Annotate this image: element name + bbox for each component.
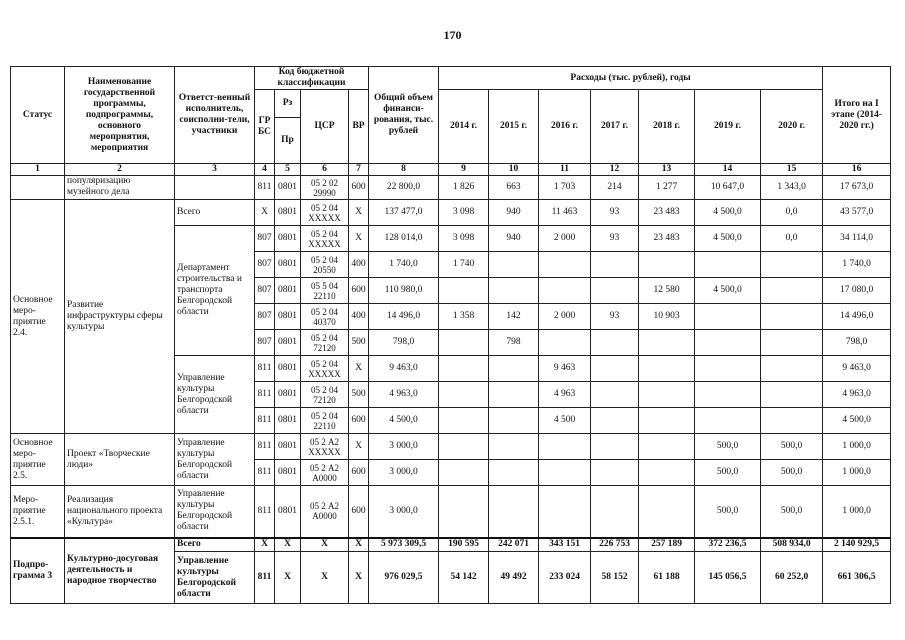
year-cell [489, 356, 539, 382]
grbs-cell: 811 [255, 408, 275, 434]
row-name: популяризацию музейного дела [65, 176, 175, 200]
csr-cell: 05 5 04 22110 [301, 278, 349, 304]
grbs-cell: 811 [255, 382, 275, 408]
year-cell [591, 408, 639, 434]
header-expenses: Расходы (тыс. рублей), годы [439, 67, 823, 90]
csr-cell: 05 2 04 72120 [301, 382, 349, 408]
sum-cell: 4 500,0 [823, 408, 891, 434]
vr-cell: 500 [349, 330, 369, 356]
csr-cell: 05 2 04 ХХХХХ [301, 200, 349, 226]
vr-cell: Х [349, 356, 369, 382]
column-number: 1 [11, 164, 65, 176]
sum-cell: 798,0 [823, 330, 891, 356]
row-status: Основное меро-приятие 2.5. [11, 434, 65, 486]
year-cell [761, 252, 823, 278]
row-status: Меро-приятие 2.5.1. [11, 486, 65, 538]
sum-cell: 9 463,0 [823, 356, 891, 382]
year-cell: 226 753 [591, 538, 639, 552]
year-cell: 4 500,0 [695, 226, 761, 252]
total-cell: 3 000,0 [369, 434, 439, 460]
year-cell [539, 252, 591, 278]
year-cell [539, 278, 591, 304]
row-name: Реализация национального проекта «Культура» [65, 486, 175, 538]
year-cell [439, 486, 489, 538]
year-cell: 4 500 [539, 408, 591, 434]
grbs-cell: 807 [255, 226, 275, 252]
total-cell: 110 980,0 [369, 278, 439, 304]
year-cell: 1 343,0 [761, 176, 823, 200]
year-cell: 1 358 [439, 304, 489, 330]
year-cell: 257 189 [639, 538, 695, 552]
year-cell [695, 382, 761, 408]
year-cell: 500,0 [761, 434, 823, 460]
column-number: 9 [439, 164, 489, 176]
executor-cell: Управление культуры Белгородской области [175, 356, 255, 434]
row-name: Развитие инфраструктуры сферы культуры [65, 200, 175, 434]
header-year: 2018 г. [639, 90, 695, 164]
table-row [11, 200, 891, 226]
sum-cell: 2 140 929,5 [823, 538, 891, 552]
year-cell [591, 356, 639, 382]
column-number: 6 [301, 164, 349, 176]
column-number: 5 [275, 164, 301, 176]
year-cell [761, 356, 823, 382]
year-cell: 508 934,0 [761, 538, 823, 552]
year-cell: 233 024 [539, 552, 591, 604]
rzpr-cell: 0801 [275, 486, 301, 538]
sum-cell: 1 000,0 [823, 460, 891, 486]
vr-cell: Х [349, 552, 369, 604]
year-cell [639, 356, 695, 382]
year-cell [489, 434, 539, 460]
year-cell: 0,0 [761, 226, 823, 252]
header-year: 2015 г. [489, 90, 539, 164]
column-number: 11 [539, 164, 591, 176]
table-row [11, 486, 891, 538]
sum-cell: 4 963,0 [823, 382, 891, 408]
vr-cell: Х [349, 200, 369, 226]
sum-cell: 14 496,0 [823, 304, 891, 330]
grbs-cell: 811 [255, 486, 275, 538]
year-cell: 23 483 [639, 200, 695, 226]
grbs-cell: 811 [255, 356, 275, 382]
total-cell: 128 014,0 [369, 226, 439, 252]
year-cell: 663 [489, 176, 539, 200]
total-cell: 14 496,0 [369, 304, 439, 330]
row-name: Культурно-досуговая деятельность и народное творчество [65, 538, 175, 604]
vr-cell: 600 [349, 460, 369, 486]
sum-cell: 1 000,0 [823, 434, 891, 460]
year-cell [489, 382, 539, 408]
year-cell [695, 356, 761, 382]
year-cell [439, 434, 489, 460]
year-cell: 242 071 [489, 538, 539, 552]
grbs-cell: 811 [255, 552, 275, 604]
year-cell [489, 408, 539, 434]
year-cell: 4 963 [539, 382, 591, 408]
header-year: 2016 г. [539, 90, 591, 164]
rzpr-cell: 0801 [275, 278, 301, 304]
year-cell: 500,0 [761, 460, 823, 486]
header-executor: Ответст-венный исполнитель, соисполни-тели, участники [175, 67, 255, 164]
year-cell: 142 [489, 304, 539, 330]
rzpr-cell: 0801 [275, 356, 301, 382]
year-cell: 23 483 [639, 226, 695, 252]
header-grbs: ГР БС [255, 90, 275, 164]
csr-cell: 05 2 04 40370 [301, 304, 349, 330]
year-cell: 1 826 [439, 176, 489, 200]
year-cell [639, 382, 695, 408]
year-cell [539, 460, 591, 486]
rzpr-cell: Х [275, 552, 301, 604]
total-cell: 798,0 [369, 330, 439, 356]
header-budget-code: Код бюджетной классификации [255, 67, 369, 90]
csr-cell: 05 2 А2 ХХХХХ [301, 434, 349, 460]
csr-cell: 05 2 А2 А0000 [301, 486, 349, 538]
header-year: 2017 г. [591, 90, 639, 164]
year-cell: 11 463 [539, 200, 591, 226]
column-number: 2 [65, 164, 175, 176]
column-numbers-row [11, 164, 891, 176]
year-cell: 49 492 [489, 552, 539, 604]
grbs-cell: 807 [255, 304, 275, 330]
rzpr-cell: 0801 [275, 330, 301, 356]
sum-cell: 17 673,0 [823, 176, 891, 200]
table-row [11, 434, 891, 460]
total-cell: 3 000,0 [369, 460, 439, 486]
year-cell [591, 434, 639, 460]
year-cell [439, 330, 489, 356]
column-number: 8 [369, 164, 439, 176]
year-cell [489, 252, 539, 278]
row-status: Подпро-грамма 3 [11, 538, 65, 604]
year-cell [761, 330, 823, 356]
header-year: 2014 г. [439, 90, 489, 164]
year-cell: 60 252,0 [761, 552, 823, 604]
executor-cell: Управление культуры Белгородской области [175, 486, 255, 538]
year-cell: 500,0 [695, 460, 761, 486]
header-pr: Пр [275, 118, 301, 164]
budget-table [10, 66, 891, 604]
total-cell: 22 800,0 [369, 176, 439, 200]
header-stage-total: Итого на I этапе (2014-2020 гг.) [823, 67, 891, 164]
year-cell [695, 252, 761, 278]
page-number: 170 [443, 28, 462, 42]
column-number: 4 [255, 164, 275, 176]
sum-cell: 1 000,0 [823, 486, 891, 538]
year-cell: 9 463 [539, 356, 591, 382]
sum-cell: 17 080,0 [823, 278, 891, 304]
year-cell [539, 486, 591, 538]
executor-cell: Департамент строительства и транспорта Белгородской области [175, 226, 255, 356]
grbs-cell: 807 [255, 252, 275, 278]
executor-cell: Всего [175, 200, 255, 226]
year-cell: 500,0 [761, 486, 823, 538]
year-cell [489, 460, 539, 486]
year-cell [539, 330, 591, 356]
year-cell: 1 277 [639, 176, 695, 200]
header-total-volume: Общий объем финанси-рования, тыс. рублей [369, 67, 439, 164]
rzpr-cell: 0801 [275, 382, 301, 408]
year-cell [591, 252, 639, 278]
sum-cell: 661 306,5 [823, 552, 891, 604]
header-year: 2020 г. [761, 90, 823, 164]
year-cell [761, 382, 823, 408]
executor-cell: Управление культуры Белгородской области [175, 434, 255, 486]
executor-cell: Управление культуры Белгородской области [175, 552, 255, 604]
total-cell: 137 477,0 [369, 200, 439, 226]
csr-cell: 05 2 04 ХХХХХ [301, 226, 349, 252]
year-cell [639, 486, 695, 538]
vr-cell: 400 [349, 304, 369, 330]
grbs-cell: 811 [255, 460, 275, 486]
column-number: 12 [591, 164, 639, 176]
year-cell [591, 382, 639, 408]
grbs-cell: Х [255, 538, 275, 552]
row-status: Основное меро-приятие 2.4. [11, 200, 65, 434]
csr-cell: 05 2 04 ХХХХХ [301, 356, 349, 382]
year-cell [439, 382, 489, 408]
csr-cell: 05 2 04 22110 [301, 408, 349, 434]
year-cell [591, 330, 639, 356]
year-cell [439, 408, 489, 434]
year-cell: 93 [591, 304, 639, 330]
vr-cell: 600 [349, 408, 369, 434]
year-cell: 940 [489, 200, 539, 226]
executor-cell: Всего [175, 538, 255, 552]
rzpr-cell: 0801 [275, 252, 301, 278]
year-cell: 4 500,0 [695, 278, 761, 304]
year-cell: 372 236,5 [695, 538, 761, 552]
year-cell: 10 647,0 [695, 176, 761, 200]
year-cell [591, 486, 639, 538]
vr-cell: 500 [349, 382, 369, 408]
year-cell: 2 000 [539, 226, 591, 252]
vr-cell: Х [349, 538, 369, 552]
rzpr-cell: 0801 [275, 434, 301, 460]
year-cell [639, 434, 695, 460]
total-cell: 4 963,0 [369, 382, 439, 408]
year-cell: 3 098 [439, 200, 489, 226]
column-number: 16 [823, 164, 891, 176]
year-cell: 54 142 [439, 552, 489, 604]
year-cell [439, 460, 489, 486]
year-cell [489, 278, 539, 304]
row-name: Проект «Творческие люди» [65, 434, 175, 486]
sum-cell: 43 577,0 [823, 200, 891, 226]
grbs-cell: 811 [255, 176, 275, 200]
year-cell [761, 408, 823, 434]
csr-cell: 05 2 А2 А0000 [301, 460, 349, 486]
rzpr-cell: 0801 [275, 200, 301, 226]
year-cell: 0,0 [761, 200, 823, 226]
column-number: 15 [761, 164, 823, 176]
year-cell: 93 [591, 200, 639, 226]
year-cell: 93 [591, 226, 639, 252]
year-cell [639, 252, 695, 278]
year-cell [761, 278, 823, 304]
rzpr-cell: Х [275, 538, 301, 552]
vr-cell: 400 [349, 252, 369, 278]
year-cell [695, 304, 761, 330]
year-cell [639, 330, 695, 356]
rzpr-cell: 0801 [275, 304, 301, 330]
year-cell [539, 434, 591, 460]
header-vr: ВР [349, 90, 369, 164]
year-cell: 2 000 [539, 304, 591, 330]
vr-cell: 600 [349, 278, 369, 304]
year-cell: 343 151 [539, 538, 591, 552]
year-cell: 214 [591, 176, 639, 200]
rzpr-cell: 0801 [275, 176, 301, 200]
vr-cell: 600 [349, 486, 369, 538]
year-cell [489, 486, 539, 538]
year-cell: 3 098 [439, 226, 489, 252]
year-cell [695, 408, 761, 434]
header-status: Статус [11, 67, 65, 164]
rzpr-cell: 0801 [275, 408, 301, 434]
year-cell: 500,0 [695, 486, 761, 538]
year-cell [439, 356, 489, 382]
table-row [11, 538, 891, 552]
total-cell: 5 973 309,5 [369, 538, 439, 552]
column-number: 14 [695, 164, 761, 176]
year-cell: 1 703 [539, 176, 591, 200]
csr-cell: 05 2 04 20550 [301, 252, 349, 278]
total-cell: 9 463,0 [369, 356, 439, 382]
year-cell: 145 056,5 [695, 552, 761, 604]
grbs-cell: 807 [255, 278, 275, 304]
total-cell: 1 740,0 [369, 252, 439, 278]
year-cell [439, 278, 489, 304]
year-cell: 4 500,0 [695, 200, 761, 226]
header-csr: ЦСР [301, 90, 349, 164]
column-number: 3 [175, 164, 255, 176]
grbs-cell: Х [255, 200, 275, 226]
rzpr-cell: 0801 [275, 460, 301, 486]
csr-cell: Х [301, 538, 349, 552]
year-cell: 190 595 [439, 538, 489, 552]
csr-cell: 05 2 04 72120 [301, 330, 349, 356]
year-cell [591, 278, 639, 304]
year-cell: 798 [489, 330, 539, 356]
year-cell: 12 580 [639, 278, 695, 304]
csr-cell: Х [301, 552, 349, 604]
year-cell: 1 740 [439, 252, 489, 278]
year-cell: 61 188 [639, 552, 695, 604]
year-cell: 10 903 [639, 304, 695, 330]
grbs-cell: 807 [255, 330, 275, 356]
year-cell [639, 408, 695, 434]
year-cell [639, 460, 695, 486]
total-cell: 3 000,0 [369, 486, 439, 538]
header-year: 2019 г. [695, 90, 761, 164]
vr-cell: 600 [349, 176, 369, 200]
year-cell: 58 152 [591, 552, 639, 604]
csr-cell: 05 2 02 29990 [301, 176, 349, 200]
column-number: 10 [489, 164, 539, 176]
year-cell: 500,0 [695, 434, 761, 460]
year-cell [761, 304, 823, 330]
rzpr-cell: 0801 [275, 226, 301, 252]
sum-cell: 1 740,0 [823, 252, 891, 278]
total-cell: 976 029,5 [369, 552, 439, 604]
header-program-name: Наименование государственной программы, подпрограммы, основного мероприятия, мероприятия [65, 67, 175, 164]
sum-cell: 34 114,0 [823, 226, 891, 252]
vr-cell: Х [349, 434, 369, 460]
table-row [11, 176, 891, 200]
total-cell: 4 500,0 [369, 408, 439, 434]
year-cell: 940 [489, 226, 539, 252]
year-cell [591, 460, 639, 486]
year-cell [695, 330, 761, 356]
grbs-cell: 811 [255, 434, 275, 460]
column-number: 7 [349, 164, 369, 176]
vr-cell: Х [349, 226, 369, 252]
header-rz: Рз [275, 90, 301, 118]
column-number: 13 [639, 164, 695, 176]
